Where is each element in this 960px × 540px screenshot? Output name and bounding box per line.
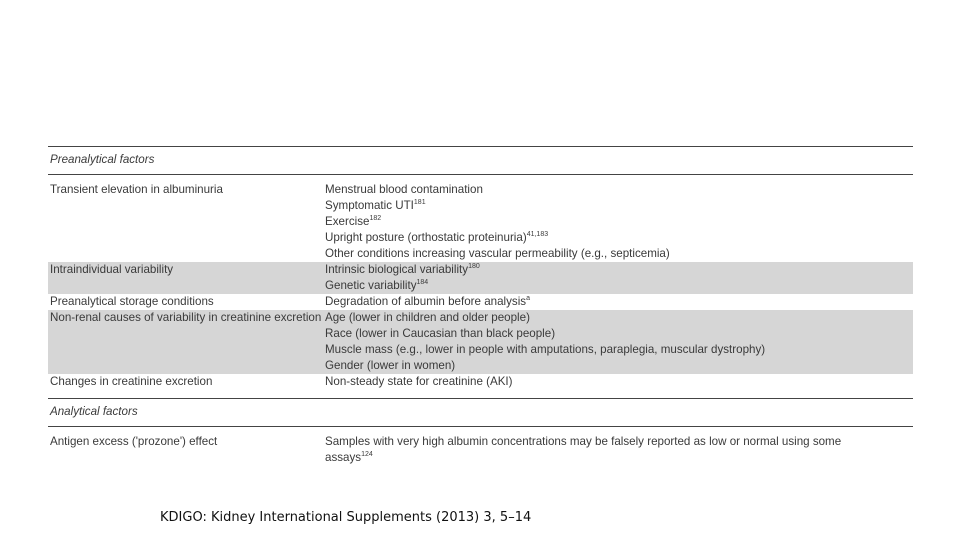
table-row	[48, 310, 913, 374]
detail-line	[325, 326, 913, 342]
factors-table	[48, 146, 913, 466]
details-cell	[325, 310, 913, 374]
detail-text: Gender (lower in women)	[325, 359, 456, 372]
detail-line	[325, 278, 913, 294]
table-row	[48, 294, 913, 310]
preanalytical-rows	[48, 182, 913, 390]
factor-cell: Preanalytical storage conditions	[50, 295, 214, 308]
detail-text: Genetic variability	[325, 279, 417, 292]
detail-text: Symptomatic UTI	[325, 199, 414, 212]
details-cell	[325, 182, 913, 262]
details-cell	[325, 262, 913, 294]
detail-text: assays	[325, 451, 362, 464]
factor-cell: Changes in creatinine excretion	[50, 375, 213, 388]
detail-line	[325, 434, 913, 450]
table-row	[48, 182, 913, 262]
detail-text: Non-steady state for creatinine (AKI)	[325, 375, 513, 388]
factor-cell: Non-renal causes of variability in creatinine excretion	[50, 311, 322, 324]
reference-superscript: 182	[369, 215, 382, 223]
table-row	[48, 374, 913, 390]
table-row	[48, 434, 913, 466]
reference-superscript: 41,183	[526, 231, 549, 239]
detail-text: Degradation of albumin before analysis	[325, 295, 527, 308]
detail-line	[325, 294, 913, 310]
detail-text: Race (lower in Caucasian than black people)	[325, 327, 556, 340]
detail-line	[325, 214, 913, 230]
reference-superscript: 124	[361, 451, 373, 459]
table-row	[48, 262, 913, 294]
detail-text: Samples with very high albumin concentrations may be falsely reported as low or normal using some	[325, 435, 842, 448]
detail-line	[325, 246, 913, 262]
details-cell	[325, 374, 913, 390]
factor-cell: Intraindividual variability	[50, 263, 174, 276]
detail-line	[325, 198, 913, 214]
detail-text: Muscle mass (e.g., lower in people with amputations, paraplegia, muscular dystrophy)	[325, 343, 766, 356]
analytical-header: Analytical factors	[50, 405, 138, 418]
detail-text: Age (lower in children and older people)	[325, 311, 530, 324]
details-cell	[325, 434, 913, 466]
reference-superscript: a	[526, 295, 530, 303]
analytical-rows	[48, 434, 913, 466]
reference-superscript: 184	[416, 279, 429, 287]
detail-line	[325, 450, 913, 466]
detail-text: Exercise	[325, 215, 370, 228]
factor-cell: Transient elevation in albuminuria	[50, 183, 223, 196]
reference-superscript: 181	[413, 199, 426, 207]
detail-text: Other conditions increasing vascular permeability (e.g., septicemia)	[325, 247, 670, 260]
preanalytical-header: Preanalytical factors	[50, 153, 155, 166]
detail-line	[325, 262, 913, 278]
detail-line	[325, 182, 913, 198]
reference-superscript: 180	[468, 263, 480, 271]
detail-line	[325, 310, 913, 326]
detail-text: Intrinsic biological variability	[325, 263, 469, 276]
details-cell	[325, 294, 913, 310]
detail-line	[325, 374, 913, 390]
detail-line	[325, 342, 913, 358]
detail-text: Menstrual blood contamination	[325, 183, 483, 196]
citation-footer: KDIGO: Kidney International Supplements (2013) 3, 5–14	[160, 510, 532, 525]
detail-text: Upright posture (orthostatic proteinuria)	[325, 231, 527, 244]
factor-cell: Antigen excess ('prozone') effect	[50, 435, 218, 448]
detail-line	[325, 358, 913, 374]
detail-line	[325, 230, 913, 246]
